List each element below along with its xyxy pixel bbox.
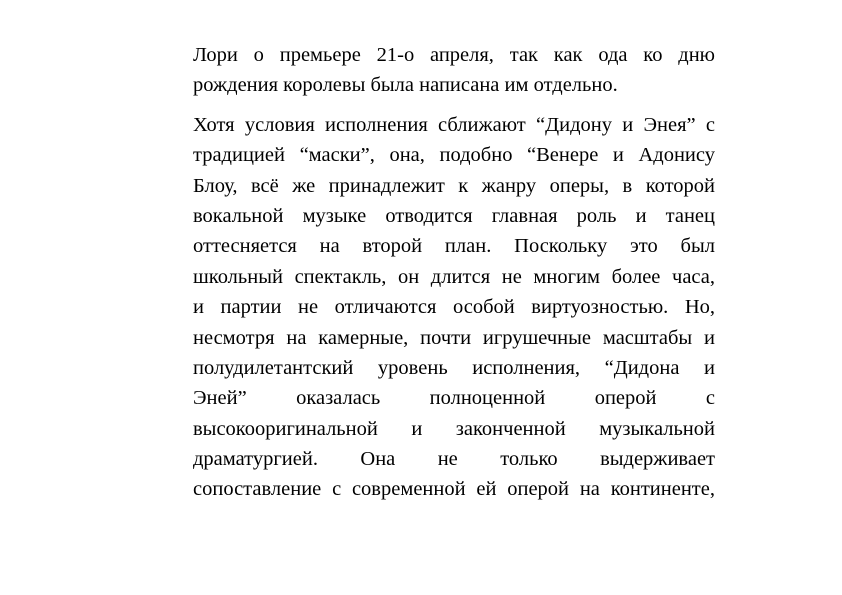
text-line: традицией “маски”, она, подобно “Венере и Адонису xyxy=(193,144,715,167)
paragraph-2 xyxy=(193,110,715,505)
paragraph-1 xyxy=(193,40,715,101)
text-line: и партии не отличаются особой виртуозностью. Но, xyxy=(193,296,715,319)
text-line: рождения королевы была написана им отдельно. xyxy=(193,74,618,97)
text-line: вокальной музыке отводится главная роль и танец xyxy=(193,204,715,227)
text-line: драматургией. Она не только выдерживает xyxy=(193,448,715,471)
text-line: Хотя условия исполнения сближают “Дидону и Энея” с xyxy=(193,113,715,136)
document-body xyxy=(193,40,715,505)
text-line: высокооригинальной и законченной музыкальной xyxy=(193,417,715,440)
text-line: Лори о премьере 21-о апреля, так как ода ко дню xyxy=(193,44,715,66)
text-line: Эней” оказалась полноценной оперой с xyxy=(193,387,715,410)
text-line: полудилетантский уровень исполнения, “Дидона и xyxy=(193,356,715,379)
text-line: сопоставление с современной ей оперой на континенте, xyxy=(193,478,715,501)
text-line: Блоу, всё же принадлежит к жанру оперы, в которой xyxy=(193,174,715,197)
text-line: несмотря на камерные, почти игрушечные масштабы и xyxy=(193,326,715,349)
text-line: оттесняется на второй план. Поскольку это был xyxy=(193,235,715,258)
text-line: школьный спектакль, он длится не многим более часа, xyxy=(193,265,715,288)
